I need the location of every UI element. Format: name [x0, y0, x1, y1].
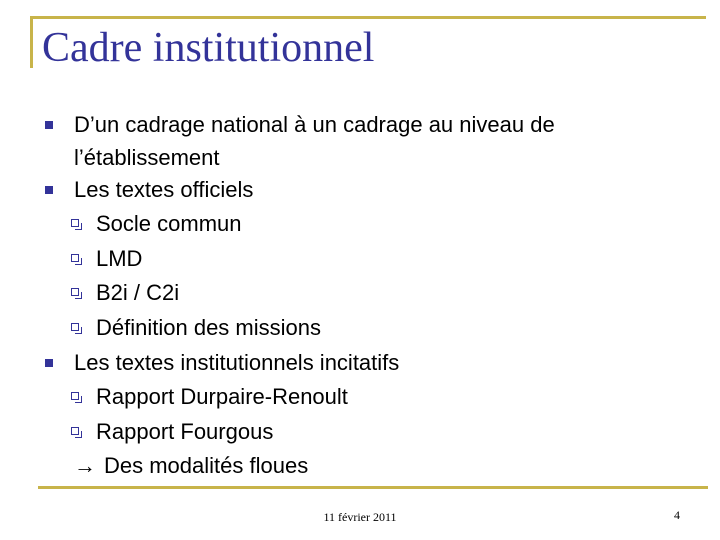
list-item	[0, 346, 720, 381]
list-subitem-text: Définition des missions	[96, 314, 321, 340]
list-subitem-text: Socle commun	[96, 211, 242, 237]
list-item-text: Les textes institutionnels incitatifs	[74, 349, 400, 375]
list-subitem	[0, 380, 720, 415]
list-subitem-text: LMD	[96, 245, 143, 271]
square-bullet-icon	[45, 359, 53, 367]
list-subitem	[0, 311, 720, 346]
list-item	[0, 108, 720, 143]
title-frame-left	[30, 16, 33, 68]
page-number: 4	[674, 508, 680, 522]
list-subitem	[0, 242, 720, 277]
list-item-text: l’établissement	[74, 144, 220, 170]
list-subitem	[0, 276, 720, 311]
hollow-box-bullet-icon	[71, 392, 79, 400]
arrow-right-icon: →	[74, 453, 96, 479]
footer-rule	[38, 486, 708, 489]
slide-body	[0, 108, 720, 484]
list-item-text: D’un cadrage national à un cadrage au niveau de	[74, 112, 555, 137]
list-item-text: Les textes officiels	[74, 176, 254, 202]
conclusion-text: Des modalités floues	[104, 453, 309, 479]
conclusion-line	[0, 449, 720, 484]
footer-date: 11 février 2011	[323, 510, 397, 524]
title-frame-top	[30, 16, 706, 19]
hollow-box-bullet-icon	[71, 323, 79, 331]
list-subitem-text: Rapport Durpaire-Renoult	[96, 384, 348, 410]
square-bullet-icon	[45, 186, 53, 194]
list-subitem-text: B2i / C2i	[96, 280, 180, 306]
list-subitem	[0, 415, 720, 450]
list-item	[0, 173, 720, 208]
slide-title: Cadre institutionnel	[42, 25, 375, 71]
square-bullet-icon	[45, 121, 53, 129]
hollow-box-bullet-icon	[71, 427, 79, 435]
hollow-box-bullet-icon	[71, 254, 79, 262]
list-subitem-text: Rapport Fourgous	[96, 418, 274, 444]
hollow-box-bullet-icon	[71, 219, 79, 227]
list-item-continuation	[0, 143, 720, 173]
list-subitem	[0, 207, 720, 242]
hollow-box-bullet-icon	[71, 288, 79, 296]
